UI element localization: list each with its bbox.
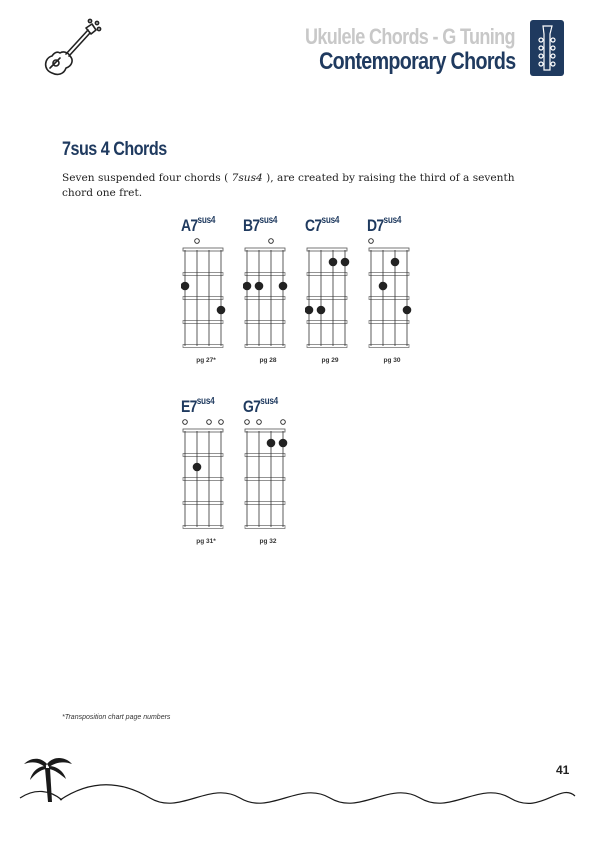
open-string-marker [219,420,224,425]
fret-line [369,345,409,348]
chord-root: G7 [243,397,261,416]
fret-line [183,321,223,324]
section-title: 7sus 4 Chords [62,139,167,160]
finger-dot [243,282,251,291]
finger-dot [317,306,326,315]
finger-dot [403,306,412,315]
fret-line [183,478,223,481]
nut [245,248,285,251]
ukulele-icon [40,18,102,78]
fret-line [245,345,285,348]
nut [183,429,223,432]
chord-name [181,397,214,417]
fret-line [183,345,223,348]
chord-root: E7 [181,397,197,416]
chord-root: C7 [305,216,322,235]
chord-name [367,216,401,236]
fret-line [307,345,347,348]
fretboard [181,234,231,354]
fret-line [245,454,285,457]
fretboard [243,234,293,354]
open-string-marker [183,420,188,425]
intro-paragraph: Seven suspended four chords ( 7sus4 ), are created by raising the third of a seventh chord one fret. [62,172,515,199]
nut [245,429,285,432]
page-reference: pg 28 [259,357,277,364]
fret-line [245,297,285,300]
chord-name [181,216,215,236]
footnote: *Transposition chart page numbers [62,714,171,721]
fret-line [245,526,285,529]
chord-suffix: sus4 [196,396,215,407]
finger-dot [181,282,189,291]
chord-name [243,397,278,417]
header-title-top: Ukulele Chords - G Tuning [305,24,515,49]
fret-line [307,297,347,300]
fret-line [245,321,285,324]
open-string-marker [281,420,286,425]
fret-line [183,526,223,529]
finger-dot [279,282,288,291]
page-number: 41 [556,763,570,777]
fret-line [183,297,223,300]
finger-dot [305,306,313,315]
fret-line [183,502,223,505]
chord-suffix: sus4 [197,215,216,226]
page-reference: pg 31* [196,538,216,545]
nut [183,248,223,251]
page-reference: pg 29 [321,357,339,364]
finger-dot [255,282,264,291]
chord-root: B7 [243,216,260,235]
nut [307,248,347,251]
open-string-marker [369,239,374,244]
chord-suffix: sus4 [260,396,278,407]
page-reference: pg 32 [259,538,277,545]
chord-suffix: sus4 [259,215,278,226]
finger-dot [193,463,202,472]
finger-dot [391,258,400,267]
finger-dot [279,439,288,448]
fretboard [305,234,355,354]
fretboard [181,415,231,535]
ukulele-neck-icon [530,20,564,76]
fretboard [243,415,293,535]
chord-root: A7 [181,216,198,235]
chord-root: D7 [367,216,384,235]
finger-dot [217,306,226,315]
fret-line [369,273,409,276]
fret-line [307,321,347,324]
open-string-marker [269,239,274,244]
fret-line [245,478,285,481]
fret-line [369,321,409,324]
open-string-marker [245,420,250,425]
header-title-bottom: Contemporary Chords [318,48,515,75]
open-string-marker [257,420,262,425]
finger-dot [341,258,350,267]
open-string-marker [195,239,200,244]
page-reference: pg 27* [196,357,216,364]
fretboard [367,234,417,354]
finger-dot [379,282,388,291]
wave-divider [0,770,595,810]
fret-line [183,454,223,457]
fret-line [369,297,409,300]
chord-name [305,216,339,236]
chord-suffix: sus4 [321,215,340,226]
finger-dot [329,258,338,267]
chord-name [243,216,277,236]
fret-line [245,502,285,505]
nut [369,248,409,251]
open-string-marker [207,420,212,425]
page-reference: pg 30 [383,357,401,364]
fret-line [307,273,347,276]
finger-dot [267,439,276,448]
fret-line [183,273,223,276]
chord-suffix: sus4 [383,215,402,226]
fret-line [245,273,285,276]
